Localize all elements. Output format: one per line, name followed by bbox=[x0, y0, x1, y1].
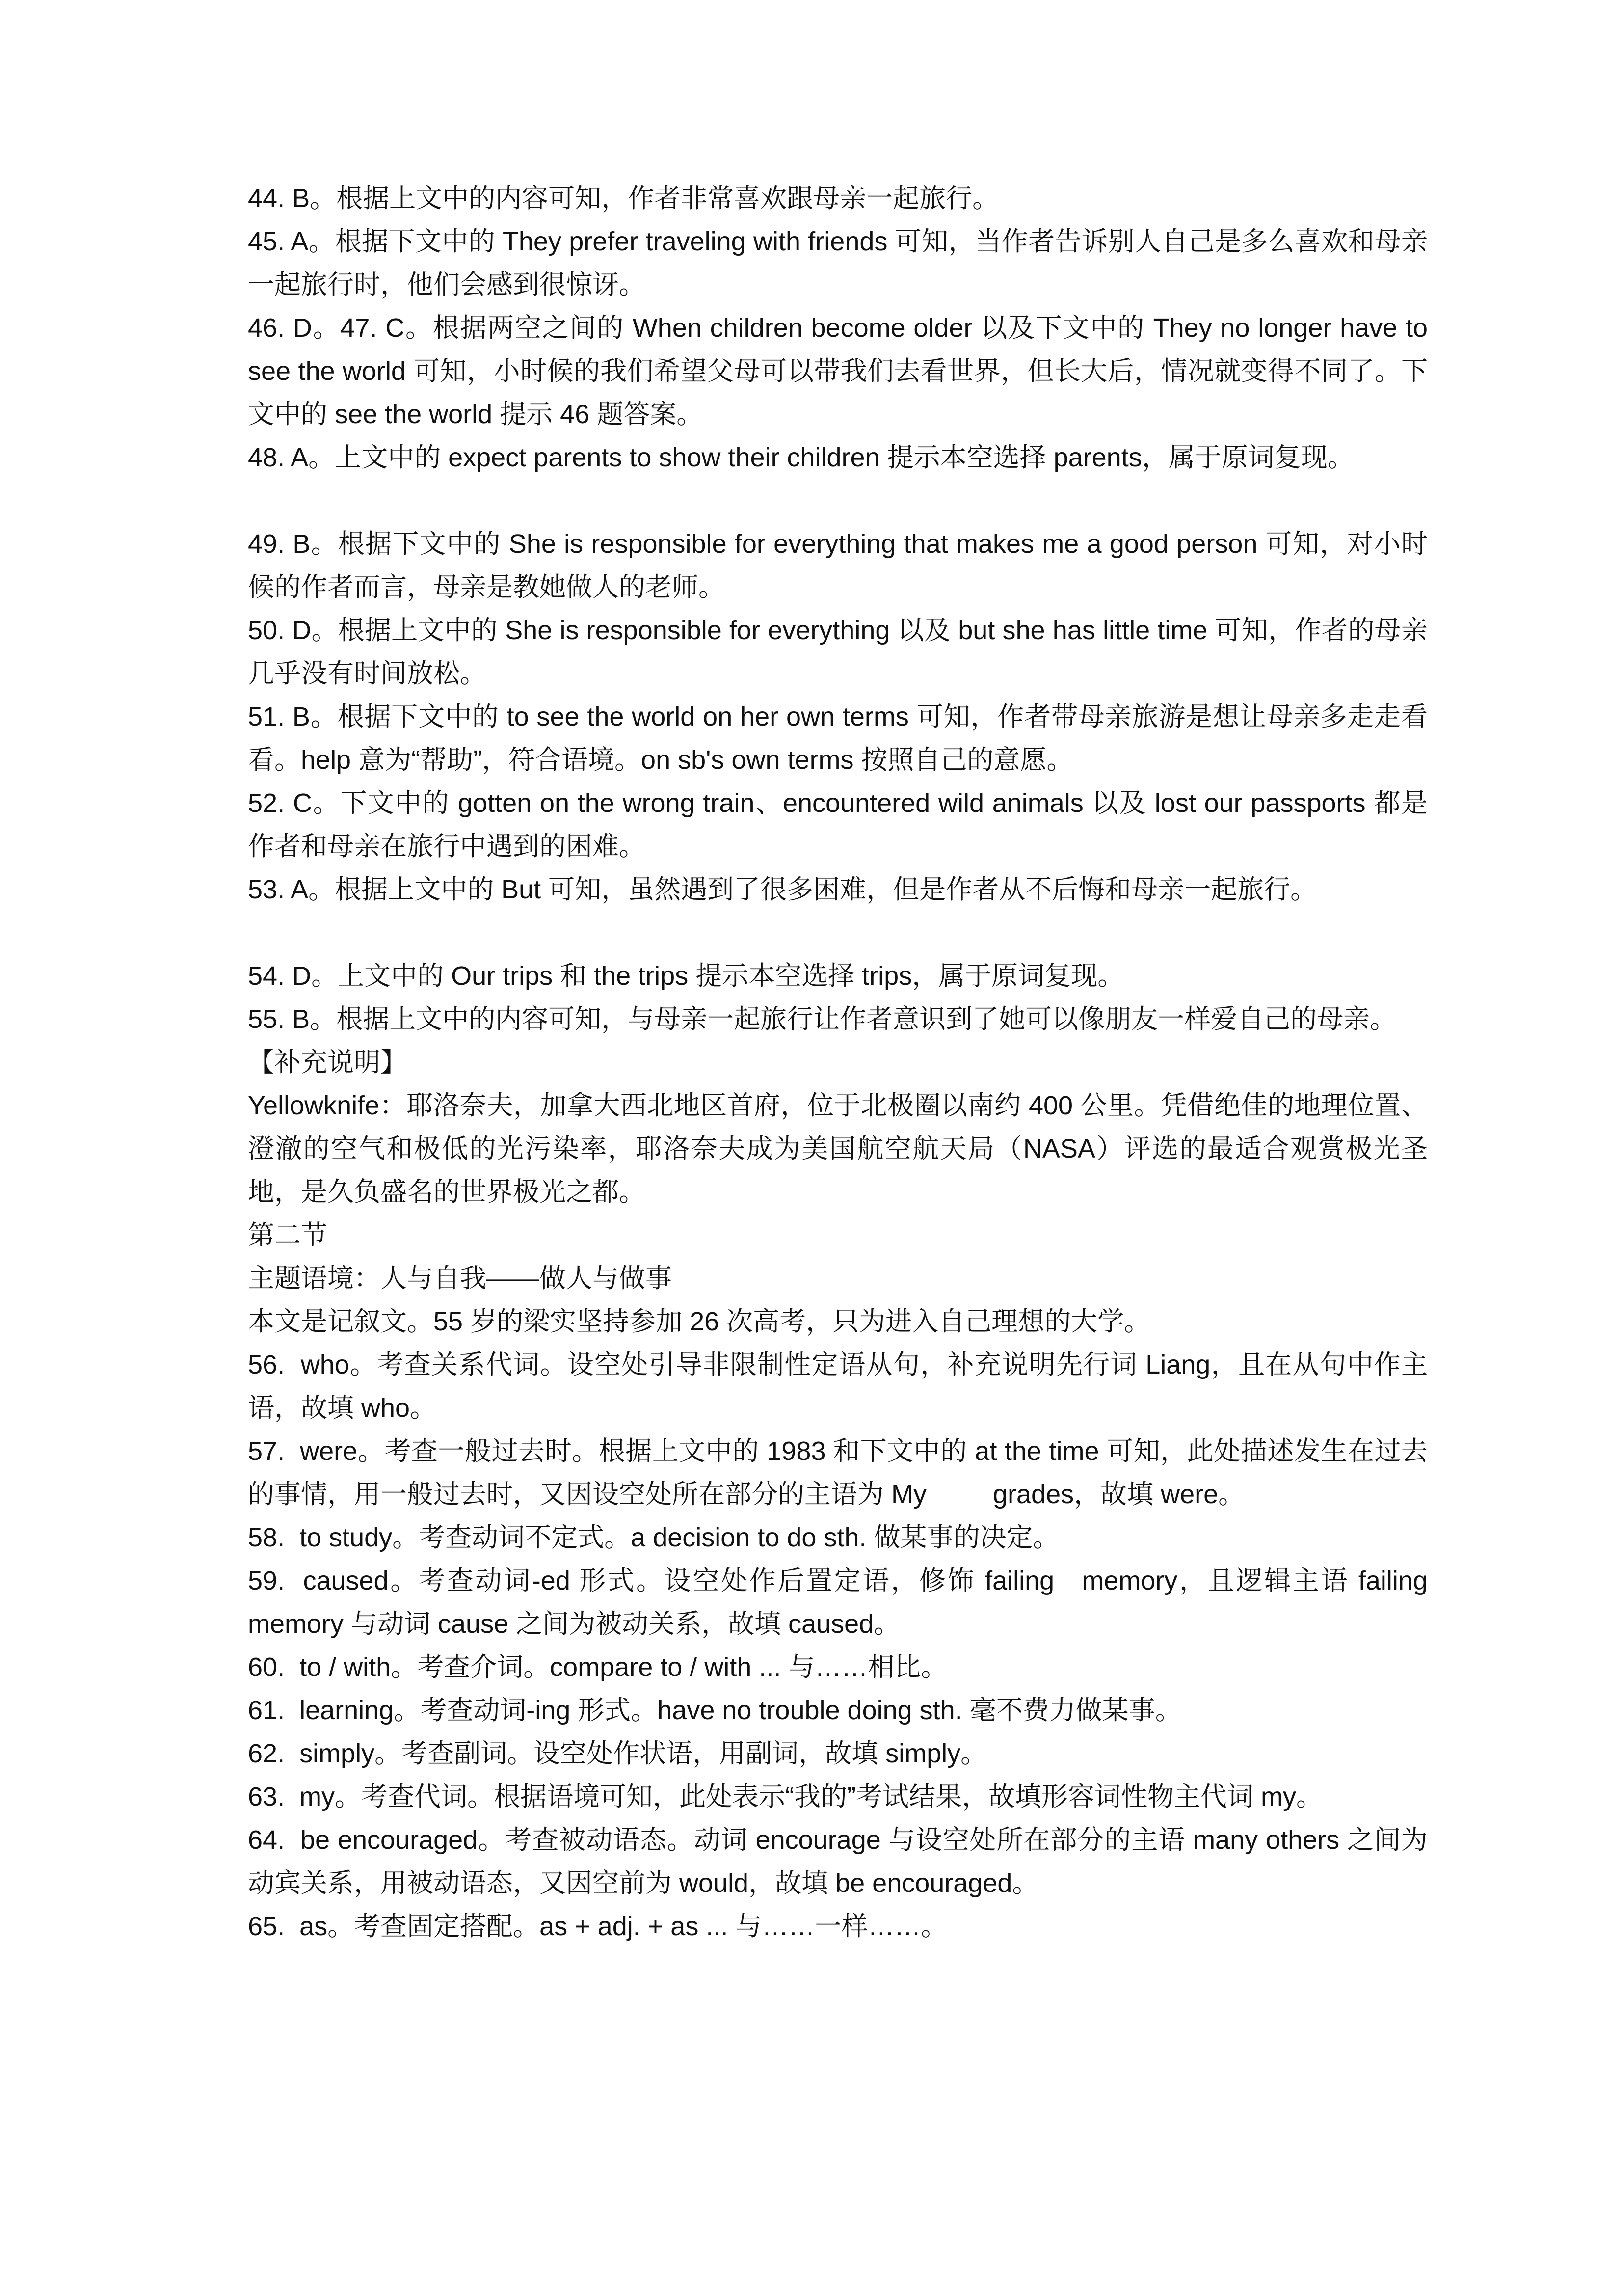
answer-53: 53. A。根据上文中的 But 可知，虽然遇到了很多困难，但是作者从不后悔和母亲一起旅行。 bbox=[248, 875, 1317, 904]
answer-50: 50. D。根据上文中的 She is responsible for everything 以及 but she has little time 可知，作者的母亲几乎没有时间放松。 bbox=[248, 616, 1428, 688]
answer-52: 52. C。下文中的 gotten on the wrong train、encountered wild animals 以及 lost our passports 都是作者和母亲在旅行中遇到的困难。 bbox=[248, 788, 1428, 861]
blank-line bbox=[248, 479, 1428, 522]
answer-45: 45. A。根据下文中的 They prefer traveling with friends 可知，当作者告诉别人自己是多么喜欢和母亲一起旅行时，他们会感到很惊讶。 bbox=[248, 227, 1428, 299]
answer-60: 60. to / with。考查介词。compare to / with ... 与……相比。 bbox=[248, 1652, 948, 1682]
theme-context: 主题语境：人与自我——做人与做事 bbox=[248, 1264, 672, 1293]
answer-56: 56. who。考查关系代词。设空处引导非限制性定语从句，补充说明先行词 Liang，且在从句中作主语，故填 who。 bbox=[248, 1350, 1428, 1423]
answer-59: 59. caused。考查动词-ed 形式。设空处作后置定语，修饰 failing memory，且逻辑主语 failing memory 与动词 cause 之间为被动关系，故填 caused。 bbox=[248, 1566, 1428, 1639]
answer-48: 48. A。上文中的 expect parents to show their children 提示本空选择 parents，属于原词复现。 bbox=[248, 443, 1354, 472]
answer-63: 63. my。考查代词。根据语境可知，此处表示“我的”考试结果，故填形容词性物主代词 my。 bbox=[248, 1782, 1323, 1811]
answer-46-47: 46. D。47. C。根据两空之间的 When children become older 以及下文中的 They no longer have to see the world 可知，小时候的我们希望父母可以带我们去看世界，但长大后，情况就变得不同了。下文中的 see the world 提示 46 题答案。 bbox=[248, 313, 1428, 429]
answer-64: 64. be encouraged。考查被动语态。动词 encourage 与设空处所在部分的主语 many others 之间为动宾关系，用被动语态，又因空前为 would，故填 be encouraged。 bbox=[248, 1825, 1428, 1898]
blank-line bbox=[248, 911, 1428, 954]
supplement-heading: 【补充说明】 bbox=[248, 1048, 407, 1077]
section-heading: 第二节 bbox=[248, 1220, 327, 1250]
answer-61: 61. learning。考查动词-ing 形式。have no trouble doing sth. 毫不费力做某事。 bbox=[248, 1696, 1182, 1725]
answer-55: 55. B。根据上文中的内容可知，与母亲一起旅行让作者意识到了她可以像朋友一样爱自己的母亲。 bbox=[248, 1004, 1397, 1034]
document-body bbox=[248, 177, 1428, 1948]
answer-51: 51. B。根据下文中的 to see the world on her own terms 可知，作者带母亲旅游是想让母亲多走走看看。help 意为“帮助”，符合语境。on sb's own terms 按照自己的意愿。 bbox=[248, 702, 1428, 775]
answer-58: 58. to study。考查动词不定式。a decision to do sth. 做某事的决定。 bbox=[248, 1523, 1060, 1552]
answer-49: 49. B。根据下文中的 She is responsible for everything that makes me a good person 可知，对小时候的作者而言，母亲是教她做人的老师。 bbox=[248, 529, 1428, 602]
answer-44: 44. B。根据上文中的内容可知，作者非常喜欢跟母亲一起旅行。 bbox=[248, 184, 999, 213]
answer-62: 62. simply。考查副词。设空处作状语，用副词，故填 simply。 bbox=[248, 1739, 987, 1768]
supplement-yellowknife: Yellowknife：耶洛奈夫，加拿大西北地区首府，位于北极圈以南约 400 公里。凭借绝佳的地理位置、澄澈的空气和极低的光污染率，耶洛奈夫成为美国航空航天局（NASA）评选的最适合观赏极光圣地，是久负盛名的世界极光之都。 bbox=[248, 1091, 1428, 1207]
answer-57: 57. were。考查一般过去时。根据上文中的 1983 和下文中的 at the time 可知，此处描述发生在过去的事情，用一般过去时，又因设空处所在部分的主语为 My grades，故填 were。 bbox=[248, 1436, 1428, 1509]
passage-summary: 本文是记叙文。55 岁的梁实坚持参加 26 次高考，只为进入自己理想的大学。 bbox=[248, 1307, 1151, 1336]
answer-54: 54. D。上文中的 Our trips 和 the trips 提示本空选择 trips，属于原词复现。 bbox=[248, 961, 1124, 991]
answer-65: 65. as。考查固定搭配。as + adj. + as ... 与……一样……。 bbox=[248, 1912, 948, 1941]
